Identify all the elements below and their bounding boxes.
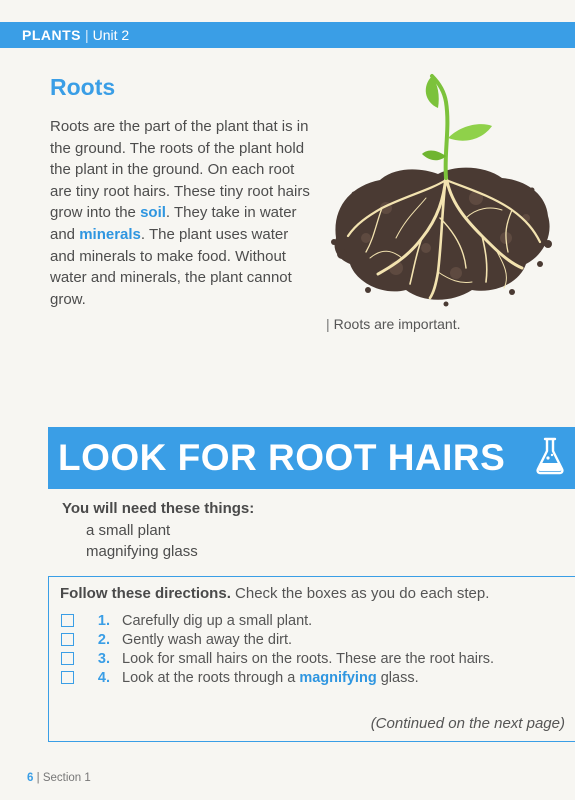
roots-paragraph	[50, 116, 315, 310]
caption-text: Roots are important.	[333, 316, 461, 332]
step-text: Look for small hairs on the roots. These are the root hairs.	[122, 651, 495, 667]
directions-box	[48, 576, 575, 742]
caption-bar: |	[326, 316, 330, 332]
step-1	[61, 611, 312, 631]
header-separator: |	[85, 27, 89, 43]
subject-label: PLANTS	[22, 27, 81, 43]
activity-banner	[48, 427, 575, 489]
step-text: Gently wash away the dirt.	[122, 632, 293, 648]
step-text: glass.	[376, 670, 419, 686]
paragraph-text: . They take in water and	[50, 204, 297, 243]
directions-intro	[60, 585, 489, 602]
seedling	[422, 76, 492, 178]
continued-note: (Continued on the next page)	[370, 715, 565, 732]
vocab-term-soil: soil	[140, 204, 166, 222]
step-number: 3.	[97, 651, 110, 667]
page-footer	[27, 772, 91, 784]
footer-separator: |	[36, 772, 40, 784]
section-title: Roots	[50, 74, 116, 100]
step-3-checkbox[interactable]	[61, 652, 74, 665]
needs-item: magnifying glass	[86, 543, 198, 560]
step-text: Look at the roots through a	[122, 670, 300, 686]
header-bar	[0, 22, 575, 48]
directions-intro-bold: Follow these directions.	[60, 585, 231, 602]
seedling-roots-illustration	[326, 68, 556, 316]
step-2-checkbox[interactable]	[61, 633, 74, 646]
flask-icon	[534, 436, 566, 476]
needs-item: a small plant	[86, 522, 171, 539]
paragraph-text: Roots are the part of the plant that is in the ground. The roots of the plant hold the plant in the ground. On each root are tiny root hairs. These tiny root hairs grow into the	[50, 118, 310, 222]
step-2	[61, 630, 292, 650]
step-4	[61, 668, 419, 688]
unit-label: Unit 2	[92, 27, 130, 43]
directions-intro-text: Check the boxes as you do each step.	[235, 585, 490, 602]
step-number: 4.	[97, 670, 110, 686]
vocab-term-minerals: minerals	[79, 225, 141, 243]
step-4-checkbox[interactable]	[61, 671, 74, 684]
needs-title: You will need these things:	[62, 500, 255, 517]
step-number: 1.	[97, 613, 110, 629]
step-number: 2.	[97, 632, 110, 648]
paragraph-text: . The plant uses water and minerals to make food. Without water and minerals, the plant cannot grow.	[50, 225, 292, 308]
step-1-checkbox[interactable]	[61, 614, 74, 627]
step-text: Carefully dig up a small plant.	[122, 613, 313, 629]
image-caption	[326, 316, 460, 332]
footer-section: Section 1	[42, 772, 91, 784]
page-number: 6	[27, 772, 34, 784]
vocab-term-magnifying: magnifying	[299, 670, 377, 686]
step-3	[61, 649, 494, 669]
activity-title: LOOK FOR ROOT HAIRS	[58, 437, 506, 478]
